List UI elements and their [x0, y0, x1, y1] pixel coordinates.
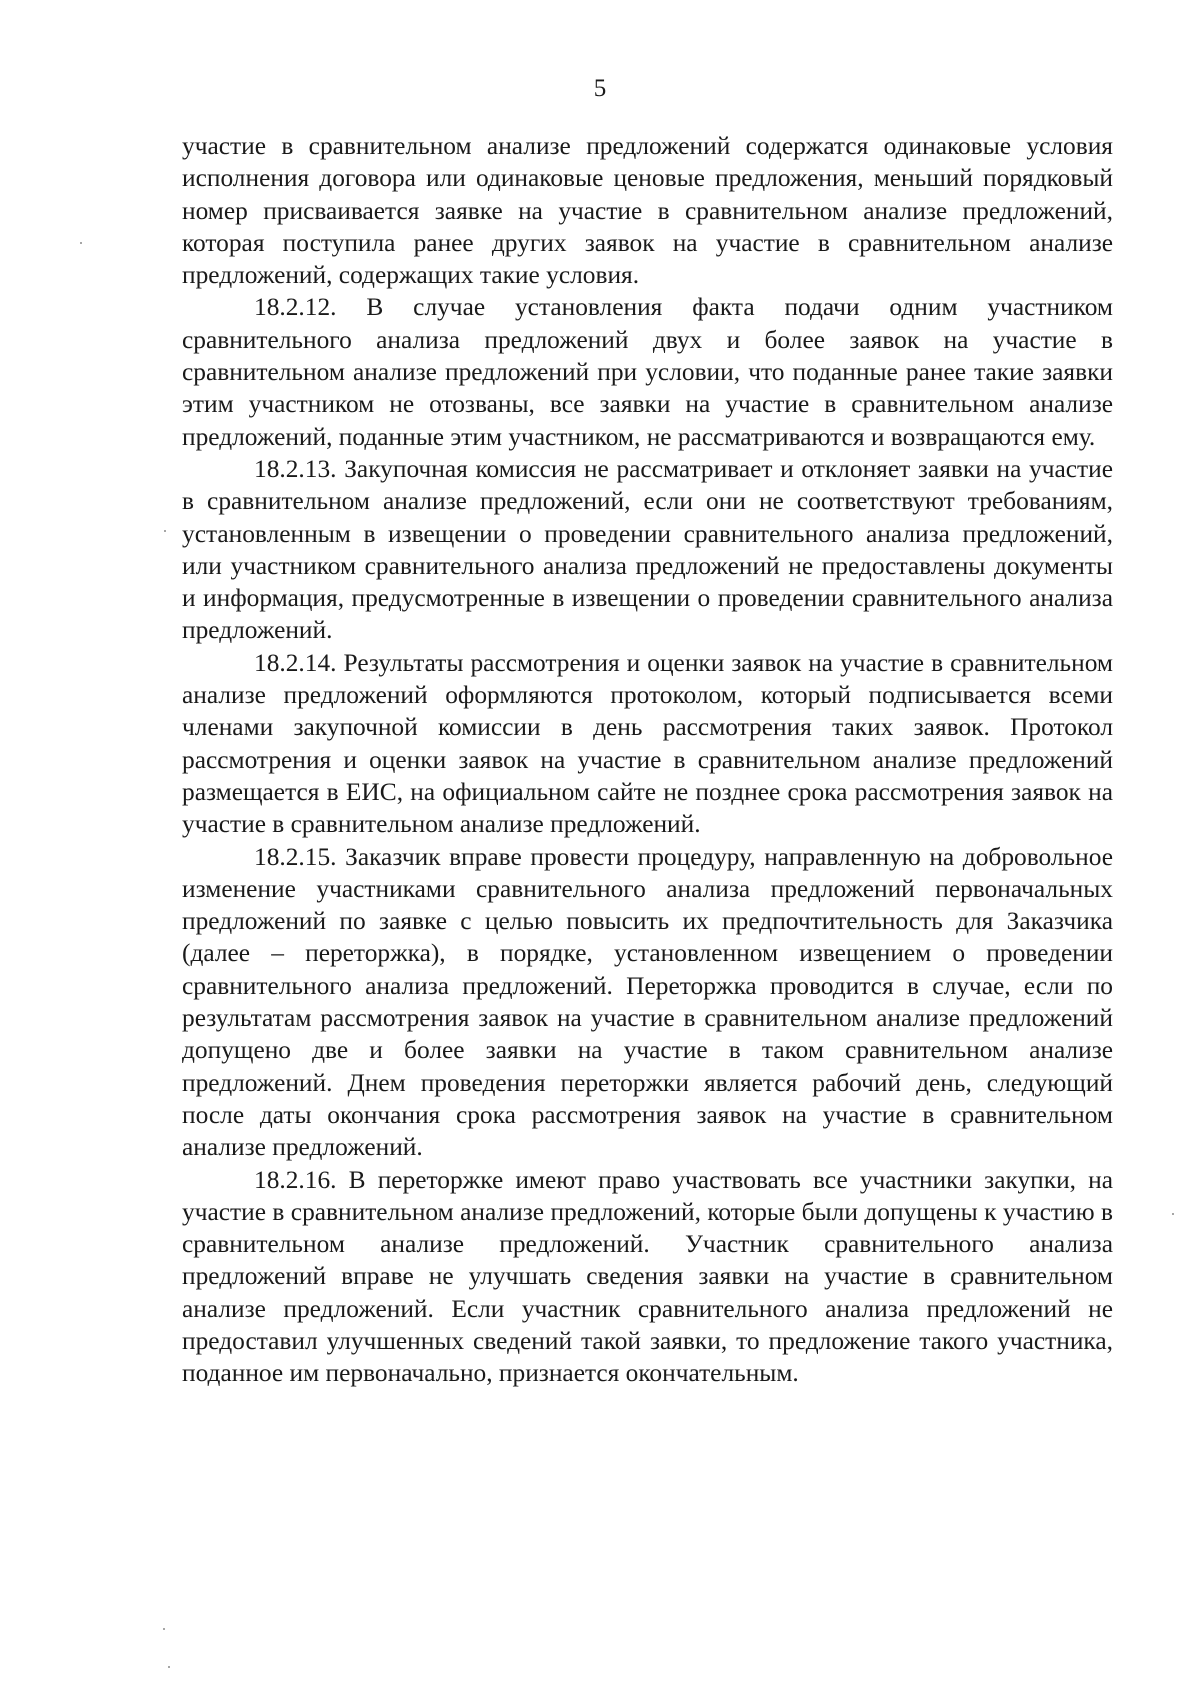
paragraph-18-2-16: 18.2.16. В переторжке имеют право участвовать все участники закупки, на участие в сравнительном анализе предложений, которые были допущены к участию в сравнительном анализе предложений. Участник сравнительного анализа предложений вправе не улучшать сведения заявки на участие в сравнительном анализе предложений. Если участник сравнительного анализа предложений не предоставил улучшенных сведений такой заявки, то предложение такого участника, поданное им первоначально, признается окончательным. [182, 1165, 1113, 1388]
paragraph-18-2-12: 18.2.12. В случае установления факта подачи одним участником сравнительного анализа предложений двух и более заявок на участие в сравнительном анализе предложений при условии, что поданные ранее такие заявки этим участником не отозваны, все заявки на участие в сравнительном анализе предложений, поданные этим участником, не рассматриваются и возвращаются ему. [182, 293, 1113, 451]
paragraph-18-2-13: 18.2.13. Закупочная комиссия не рассматривает и отклоняет заявки на участие в сравнительном анализе предложений, если они не соответствуют требованиям, установленным в извещении о проведении сравнительного анализа предложений, или участником сравнительного анализа предложений не предоставлены документы и информация, предусмотренные в извещении о проведении сравнительного анализа предложений. [182, 454, 1113, 645]
scan-speck [80, 242, 82, 244]
document-body [182, 130, 1113, 1390]
paragraph-18-2-15: 18.2.15. Заказчик вправе провести процедуру, направленную на добровольное изменение участниками сравнительного анализа предложений первоначальных предложений по заявке с целью повысить их предпочтительность для Заказчика (далее – переторжка), в порядке, установленном извещением о проведении сравнительного анализа предложений. Переторжка проводится в случае, если по результатам рассмотрения заявок на участие в сравнительном анализе предложений допущено две и более заявки на участие в таком сравнительном анализе предложений. Днем проведения переторжки является рабочий день, следующий после даты окончания срока рассмотрения заявок на участие в сравнительном анализе предложений. [182, 842, 1113, 1162]
scan-speck [164, 530, 166, 532]
scan-speck [1172, 1213, 1174, 1215]
scan-speck [163, 1628, 165, 1630]
paragraph-continuation: участие в сравнительном анализе предложений содержатся одинаковые условия исполнения договора или одинаковые ценовые предложения, меньший порядковый номер присваивается заявке на участие в сравнительном анализе предложений, которая поступила ранее других заявок на участие в сравнительном анализе предложений, содержащих такие условия. [182, 132, 1113, 290]
paragraph-18-2-14: 18.2.14. Результаты рассмотрения и оценки заявок на участие в сравнительном анализе предложений оформляются протоколом, который подписывается всеми членами закупочной комиссии в день рассмотрения таких заявок. Протокол рассмотрения и оценки заявок на участие в сравнительном анализе предложений размещается в ЕИС, на официальном сайте не позднее срока рассмотрения заявок на участие в сравнительном анализе предложений. [182, 648, 1113, 839]
page-number: 5 [593, 75, 607, 102]
scan-speck [168, 1666, 170, 1668]
